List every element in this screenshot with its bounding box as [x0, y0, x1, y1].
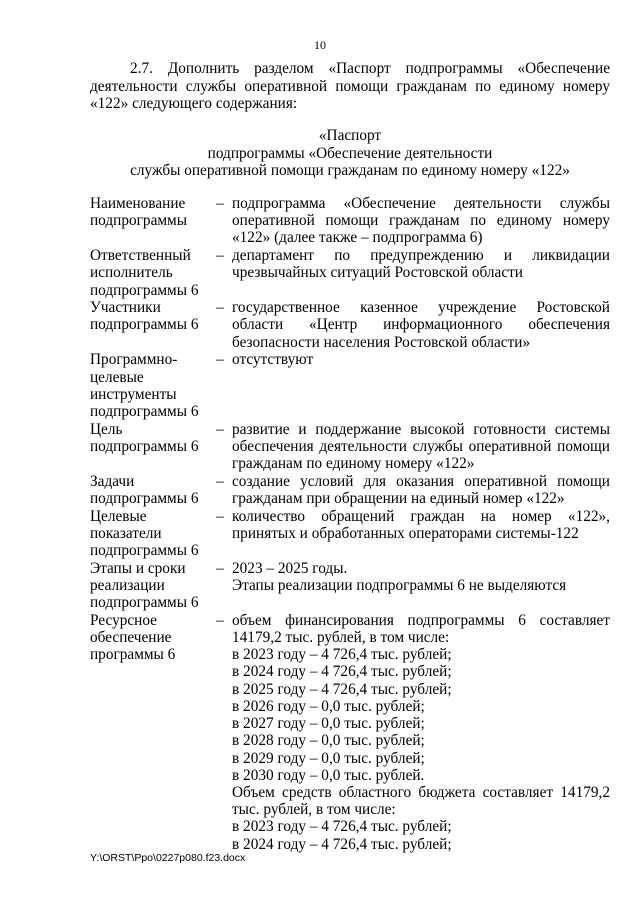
title-line-2: подпрограммы «Обеспечение деятельности: [207, 144, 493, 162]
passport-row-resources: [90, 612, 610, 853]
row-value: государственное казенное учреждение Ростовской области «Центр информационного обеспечения безопасности населения Ростовской области»: [232, 299, 610, 351]
row-dash: –: [216, 195, 224, 212]
passport-row-name: [90, 195, 610, 247]
row-label: Цель подпрограммы 6: [90, 420, 199, 455]
passport-row-goal: [90, 421, 610, 473]
passport-title: [90, 127, 610, 180]
row-dash: –: [216, 559, 224, 577]
row-value: развитие и поддержание высокой готовности системы обеспечения деятельности службы оперативной помощи гражданам по единому номеру «122»: [232, 420, 610, 473]
row-dash: –: [216, 507, 224, 525]
regional-funding-intro: Объем средств областного бюджета составляет 14179,2 тыс. рублей, в том числе:: [232, 783, 610, 819]
row-dash: –: [216, 472, 224, 490]
row-value: подпрограмма «Обеспечение деятельности службы оперативной помощи гражданам по единому номеру «122» (далее также – подпрограмма 6): [232, 195, 610, 247]
row-dash: –: [216, 611, 224, 629]
funding-year: в 2027 году – 0,0 тыс. рублей;: [232, 715, 425, 733]
funding-year: в 2023 году – 4 726,4 тыс. рублей;: [232, 646, 452, 664]
row-label: Задачи подпрограммы 6: [90, 472, 199, 507]
row-label: Участники подпрограммы 6: [90, 299, 199, 334]
intro-text: 2.7. Дополнить разделом «Паспорт подпрограммы «Обеспечение деятельности службы оперативной помощи гражданам по единому номеру «122» следующего содержания:: [90, 60, 610, 113]
row-dash: –: [216, 420, 224, 438]
funding-year: в 2029 году – 0,0 тыс. рублей;: [232, 749, 425, 767]
row-dash: –: [216, 351, 224, 369]
row-value: количество обращений граждан на номер «122», принятых и обработанных операторами системы-122: [232, 507, 610, 542]
funding-year: в 2025 году – 4 726,4 тыс. рублей;: [232, 680, 452, 698]
title-line-1: «Паспорт: [318, 127, 382, 144]
row-value: отсутствуют: [232, 351, 314, 369]
passport-row-executor: [90, 247, 610, 299]
stages-note: Этапы реализации подпрограммы 6 не выделяются: [232, 576, 567, 594]
regional-funding-year: в 2023 году – 4 726,4 тыс. рублей;: [232, 818, 452, 836]
passport-row-stages: [90, 560, 610, 612]
footer-file-path: Y:\ORST\Ppo\0227p080.f23.docx: [90, 852, 246, 864]
funding-year: в 2030 году – 0,0 тыс. рублей.: [232, 766, 425, 784]
passport-row-indicators: [90, 508, 610, 560]
title-line-3: службы оперативной помощи гражданам по единому номеру «122»: [130, 162, 570, 180]
intro-paragraph: [90, 60, 610, 113]
row-label: Программно-целевые инструменты подпрограммы 6: [90, 351, 199, 420]
row-label: Целевые показатели подпрограммы 6: [90, 507, 199, 560]
passport-row-tasks: [90, 473, 610, 507]
row-label: Ресурсное обеспечение программы 6: [90, 611, 176, 664]
row-value: [232, 560, 610, 594]
row-label: Ответственный исполнитель подпрограммы 6: [90, 247, 199, 299]
page-number: 10: [314, 38, 326, 52]
row-label: Этапы и сроки реализации подпрограммы 6: [90, 559, 199, 612]
row-value: [232, 612, 610, 853]
passport-row-participants: [90, 299, 610, 351]
stages-period: 2023 – 2025 годы.: [232, 559, 348, 577]
funding-year: в 2028 году – 0,0 тыс. рублей;: [232, 732, 425, 750]
row-value: создание условий для оказания оперативной помощи гражданам при обращении на единый номер «122»: [232, 472, 610, 507]
passport-row-instruments: [90, 351, 610, 420]
row-label: Наименование подпрограммы: [90, 195, 188, 230]
funding-year: в 2026 году – 0,0 тыс. рублей;: [232, 697, 425, 715]
regional-funding-year: в 2024 году – 4 726,4 тыс. рублей;: [232, 835, 452, 853]
passport-table: [90, 195, 610, 853]
row-dash: –: [216, 299, 224, 317]
funding-year: в 2024 году – 4 726,4 тыс. рублей;: [232, 663, 452, 681]
funding-intro: объем финансирования подпрограммы 6 составляет 14179,2 тыс. рублей, в том числе:: [232, 611, 610, 647]
row-dash: –: [216, 247, 224, 265]
row-value: департамент по предупреждению и ликвидации чрезвычайных ситуаций Ростовской области: [232, 247, 610, 282]
